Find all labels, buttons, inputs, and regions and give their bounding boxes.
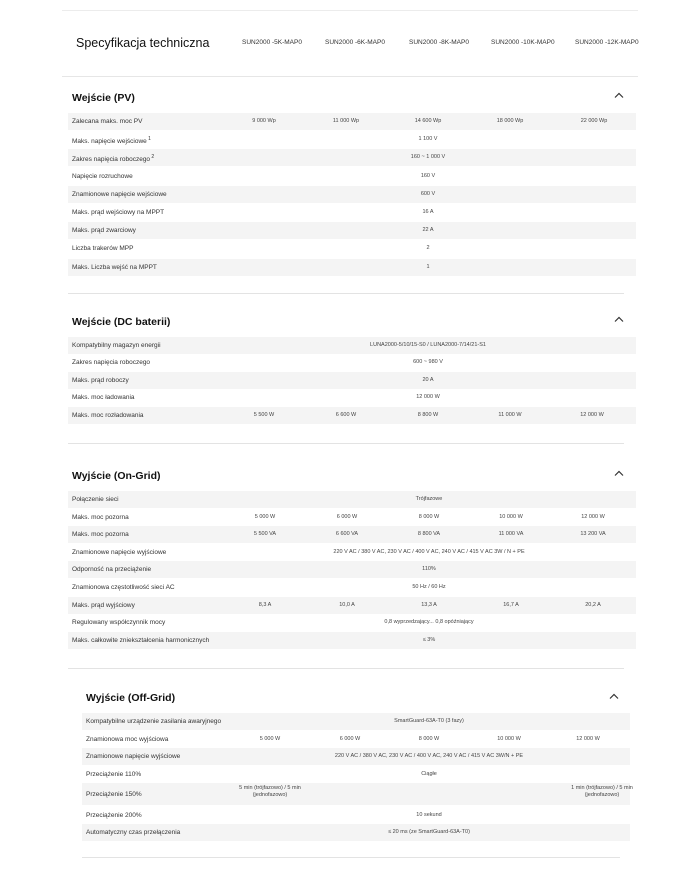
spec-label-text: Znamionowa częstotliwość sieci AC <box>72 584 175 591</box>
spec-value: 2 <box>426 245 430 252</box>
spec-row <box>82 748 630 765</box>
spec-label <box>72 549 166 556</box>
spec-label-text: Maks. prąd zwarciowy <box>72 227 136 235</box>
spec-value: 50 Hz / 60 Hz <box>412 584 446 590</box>
section-title[interactable]: Wejście (DC baterii) <box>72 316 171 328</box>
spec-row <box>68 113 636 130</box>
spec-value: 11 000 VA <box>498 531 524 538</box>
spec-row <box>68 614 636 631</box>
chevron-up-icon[interactable] <box>613 469 625 479</box>
spec-label-text: Połączenie sieci <box>72 496 119 503</box>
spec-label-text: Automatyczny czas przełączenia <box>86 829 181 836</box>
spec-value: 11 000 W <box>498 411 522 418</box>
chevron-up-icon[interactable] <box>613 91 625 101</box>
spec-value: 13 200 VA <box>580 531 606 538</box>
spec-label <box>72 173 133 180</box>
spec-label-text: Maks. Liczba wejść na MPPT <box>72 263 157 271</box>
spec-value: 220 V AC / 380 V AC, 230 V AC / 400 V AC, 240 V AC / 415 V AC 3W/N + PE <box>334 753 524 759</box>
spec-value: 11 000 Wp <box>332 118 360 124</box>
spec-value: 22 000 Wp <box>580 118 608 124</box>
spec-row <box>68 337 636 354</box>
spec-label <box>86 812 142 819</box>
spec-label-text: Zalecana maks. moc PV <box>72 118 143 125</box>
spec-label <box>72 209 164 216</box>
spec-value: 16 A <box>422 209 434 215</box>
spec-label-text: Kompatybilny magazyn energii <box>72 342 161 349</box>
spec-value: 110% <box>422 566 436 573</box>
spec-value: 5 000 W <box>259 735 281 742</box>
spec-label <box>86 753 180 760</box>
spec-row <box>82 783 633 805</box>
spec-value: 1 min (trójfazowo) / 5 min (jednofazowo) <box>571 785 633 798</box>
spec-value: Ciągłe <box>421 770 437 777</box>
spec-label <box>72 118 142 125</box>
spec-label <box>72 245 133 252</box>
spec-value: 6 600 W <box>335 411 357 418</box>
spec-value: 12 000 W <box>416 394 440 401</box>
section-divider <box>68 443 624 444</box>
spec-row <box>68 259 636 276</box>
spec-value: 16,7 A <box>503 601 519 608</box>
model-column-header: SUN2000 -6K-MAP0 <box>325 39 385 46</box>
chevron-up-icon[interactable] <box>608 692 620 702</box>
spec-label-text: Znamionowe napięcie wejściowe <box>72 190 167 198</box>
section-divider <box>68 293 624 294</box>
spec-label <box>72 496 119 503</box>
spec-label <box>72 136 151 145</box>
spec-row <box>82 713 630 730</box>
chevron-up-icon[interactable] <box>613 315 625 325</box>
spec-label-text: Znamionowa moc wyjściowa <box>86 735 169 743</box>
spec-label-text: Maks. napięcie wejściowe <box>72 138 147 146</box>
spec-label <box>72 227 136 234</box>
spec-value: ≤ 3% <box>422 636 436 643</box>
spec-row <box>68 389 636 406</box>
spec-value: 160 ~ 1 000 V <box>410 154 446 161</box>
spec-label <box>72 394 135 401</box>
spec-row <box>68 240 636 257</box>
spec-value: 10,0 A <box>339 601 355 608</box>
spec-row <box>68 168 636 185</box>
spec-label <box>86 829 180 836</box>
spec-row <box>68 186 636 203</box>
spec-row <box>68 526 636 543</box>
spec-row <box>68 372 636 389</box>
spec-label-text: Maks. moc pozorna <box>72 531 129 539</box>
spec-value: 20 A <box>422 376 434 383</box>
spec-label <box>72 342 161 349</box>
spec-value: 5 000 W <box>254 513 276 520</box>
model-column-header: SUN2000 -12K-MAP0 <box>575 39 639 46</box>
spec-label <box>72 412 144 419</box>
spec-label-text: Zakres napięcia roboczego <box>72 156 151 164</box>
spec-value: 600 V <box>420 190 436 197</box>
spec-value: 6 000 W <box>336 513 358 520</box>
spec-row <box>68 149 636 166</box>
spec-value: 14 600 Wp <box>414 118 442 124</box>
spec-row <box>68 509 636 526</box>
spec-value: 13,3 A <box>421 601 437 608</box>
spec-row <box>82 807 630 824</box>
spec-value: 8,3 A <box>258 601 272 608</box>
spec-row <box>82 824 630 841</box>
spec-label <box>72 359 150 366</box>
section-divider <box>82 857 620 858</box>
spec-row <box>68 597 636 614</box>
model-column-header: SUN2000 -5K-MAP0 <box>242 39 302 46</box>
spec-label-text: Maks. moc ładowania <box>72 394 135 402</box>
spec-row <box>68 544 636 561</box>
spec-label <box>72 514 129 521</box>
spec-table-header <box>62 28 642 58</box>
spec-label-text: Maks. moc pozorna <box>72 513 129 521</box>
spec-label-text: Znamionowe napięcie wyjściowe <box>86 753 181 760</box>
footnote-marker[interactable]: 2 <box>150 154 155 161</box>
spec-label <box>86 771 141 778</box>
model-column-header: SUN2000 -8K-MAP0 <box>409 39 469 46</box>
spec-label-text: Napięcie rozruchowe <box>72 172 133 180</box>
spec-row <box>68 579 636 596</box>
spec-value: 6 600 VA <box>335 531 359 538</box>
spec-label-text: Kompatybilne urządzenie zasilania awaryjnego <box>86 718 222 725</box>
spec-label-text: Maks. moc rozładowania <box>72 411 144 419</box>
spec-value: 9 000 Wp <box>252 118 276 124</box>
spec-value: 18 000 Wp <box>496 118 524 124</box>
spec-label-text: Liczba trakerów MPP <box>72 245 134 253</box>
spec-value: 5 500 W <box>253 411 275 418</box>
spec-row <box>68 632 636 649</box>
spec-label-text: Odporność na przeciążenie <box>72 566 152 574</box>
spec-value: 600 ~ 980 V <box>413 359 443 366</box>
spec-value: 10 sekund <box>416 811 442 818</box>
spec-value: 1 100 V <box>418 136 438 143</box>
spec-value: 6 000 W <box>339 735 361 742</box>
header-divider <box>62 76 638 77</box>
spec-value: Trójfazowe <box>415 496 443 502</box>
spec-value: 12 000 W <box>581 513 605 520</box>
spec-value: 20,2 A <box>585 601 601 608</box>
spec-value: 5 min (trójfazowo) / 5 min (jednofazowo) <box>239 785 301 798</box>
spec-row <box>68 407 636 424</box>
spec-value: LUNA2000-5/10/15-S0 / LUNA2000-7/14/21-S1 <box>370 342 486 348</box>
spec-label-text: Znamionowe napięcie wyjściowe <box>72 548 167 556</box>
spec-label <box>72 619 165 626</box>
spec-label-text: Maks. całkowite zniekształcenia harmonicznych <box>72 636 210 644</box>
spec-label-text: Zakres napięcia roboczego <box>72 359 151 367</box>
spec-label <box>86 791 142 798</box>
spec-row <box>68 354 636 371</box>
section-divider <box>68 668 624 669</box>
spec-row <box>68 222 636 239</box>
spec-value: ≤ 20 ms (ze SmartGuard-63A-T0) <box>388 829 470 835</box>
footnote-marker[interactable]: 1 <box>146 136 151 143</box>
spec-row <box>68 561 636 578</box>
section-title[interactable]: Wyjście (On-Grid) <box>72 470 161 482</box>
spec-label <box>72 637 209 644</box>
spec-label-text: Maks. prąd wejściowy na MPPT <box>72 209 165 216</box>
spec-label <box>72 531 129 538</box>
section-title[interactable]: Wejście (PV) <box>72 92 135 104</box>
spec-value: 5 500 VA <box>253 531 277 538</box>
spec-row <box>68 204 636 221</box>
spec-label <box>72 264 157 271</box>
spec-label <box>86 736 168 743</box>
section-title[interactable]: Wyjście (Off-Grid) <box>86 692 176 704</box>
spec-label <box>72 191 167 198</box>
spec-label <box>72 602 135 609</box>
spec-title: Specyfikacja techniczna <box>76 36 210 50</box>
spec-value: 22 A <box>422 227 434 234</box>
spec-value: 220 V AC / 380 V AC, 230 V AC / 400 V AC, 240 V AC / 415 V AC 3W / N + PE <box>333 548 525 555</box>
spec-row <box>82 731 630 748</box>
spec-value: 8 000 W <box>418 513 440 520</box>
spec-label-text: Przeciążenie 110% <box>86 770 142 778</box>
spec-value: 12 000 W <box>576 735 600 742</box>
spec-label <box>72 154 154 163</box>
spec-label-text: Maks. prąd roboczy <box>72 376 129 384</box>
spec-value: 10 000 W <box>497 735 521 742</box>
spec-label-text: Maks. prąd wyjściowy <box>72 601 135 609</box>
spec-value: 0,8 wyprzedzający... 0,8 opóźniający <box>384 619 474 626</box>
spec-label <box>72 377 129 384</box>
spec-value: 8 000 W <box>418 735 440 742</box>
spec-label-text: Przeciążenie 200% <box>86 811 142 819</box>
spec-label <box>72 566 151 573</box>
spec-value: 12 000 W <box>580 411 604 418</box>
spec-value: 1 <box>426 263 430 270</box>
spec-value: SmartGuard-63A-T0 (3 fazy) <box>394 718 464 724</box>
top-divider <box>62 10 638 11</box>
spec-row <box>82 766 630 783</box>
spec-label <box>72 584 175 591</box>
spec-value: 8 800 VA <box>417 531 441 538</box>
spec-value: 8 800 W <box>417 411 439 418</box>
spec-label-text: Regulowany współczynnik mocy <box>72 619 166 627</box>
model-column-header: SUN2000 -10K-MAP0 <box>491 39 555 46</box>
spec-label <box>86 718 221 725</box>
spec-value: 160 V <box>420 172 436 179</box>
spec-value: 10 000 W <box>499 513 523 520</box>
spec-row <box>68 491 636 508</box>
spec-label-text: Przeciążenie 150% <box>86 791 142 798</box>
spec-row <box>68 131 636 148</box>
